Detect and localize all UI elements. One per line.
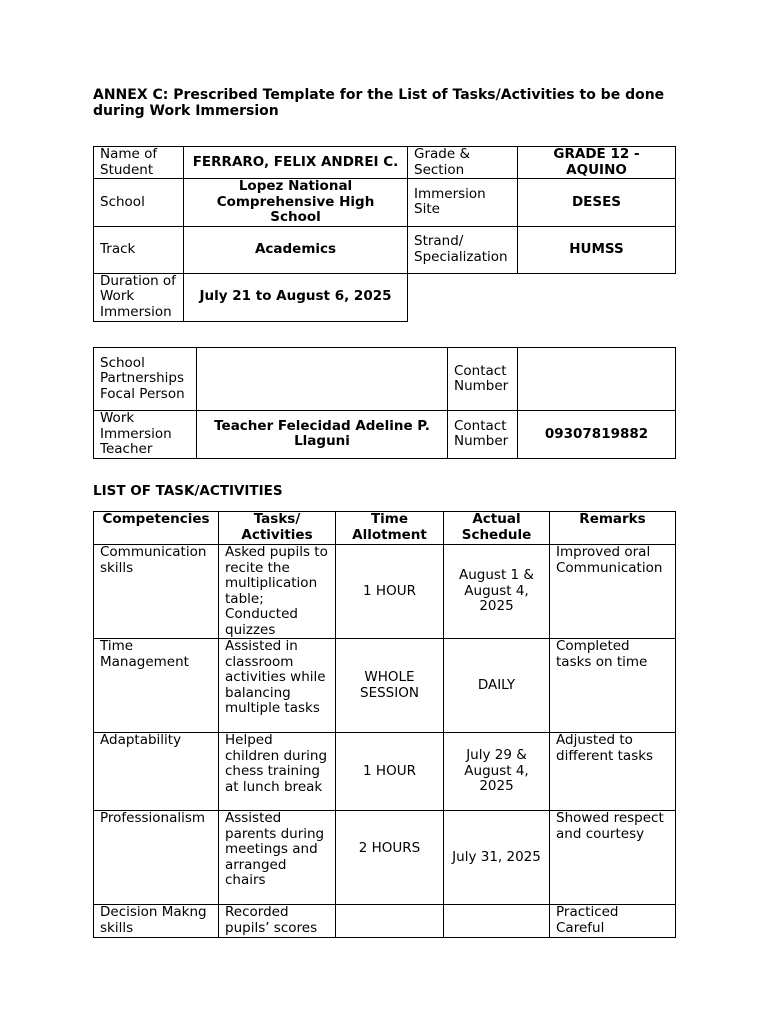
strand-label: Strand/ Specialization [408, 226, 518, 273]
task-cell: Assisted in classroom activities while balancing multiple tasks [219, 639, 336, 733]
competency-cell: Adaptability [94, 733, 219, 811]
competency-cell: Decision Makng skills [94, 905, 219, 938]
time-cell: WHOLE SESSION [336, 639, 444, 733]
site-value: DESES [518, 179, 676, 227]
table-row [94, 811, 676, 905]
remarks-cell: Adjusted to different tasks [550, 733, 676, 811]
track-value: Academics [184, 226, 408, 273]
tasks-heading: LIST OF TASK/ACTIVITIES [93, 483, 283, 499]
header-competencies: Competencies [94, 512, 219, 545]
time-cell: 2 HOURS [336, 811, 444, 905]
school-value: Lopez National Comprehensive High School [184, 179, 408, 227]
contacts-table [93, 347, 676, 459]
grade-value: GRADE 12 - AQUINO [518, 147, 676, 179]
schedule-cell: DAILY [444, 639, 550, 733]
teacher-value: Teacher Felecidad Adeline P. Llaguni [197, 411, 448, 459]
competency-cell: Communication skills [94, 545, 219, 639]
task-cell: Recorded pupils’ scores [219, 905, 336, 938]
track-label: Track [94, 226, 184, 273]
name-label: Name of Student [94, 147, 184, 179]
site-label: Immersion Site [408, 179, 518, 227]
school-label: School [94, 179, 184, 227]
name-value: FERRARO, FELIX ANDREI C. [184, 147, 408, 179]
header-remarks: Remarks [550, 512, 676, 545]
header-actual-schedule: Actual Schedule [444, 512, 550, 545]
duration-label: Duration of Work Immersion [94, 273, 184, 321]
table-row [94, 733, 676, 811]
time-cell: 1 HOUR [336, 545, 444, 639]
remarks-cell: Practiced Careful [550, 905, 676, 938]
table-row [94, 905, 676, 938]
table-row [94, 545, 676, 639]
focal-person-value [197, 348, 448, 411]
empty-cell [408, 273, 676, 321]
header-time-allotment: Time Allotment [336, 512, 444, 545]
duration-value: July 21 to August 6, 2025 [184, 273, 408, 321]
focal-contact-value [518, 348, 676, 411]
focal-contact-label: Contact Number [448, 348, 518, 411]
focal-person-label: School Partnerships Focal Person [94, 348, 197, 411]
tasks-table [93, 511, 676, 938]
remarks-cell: Completed tasks on time [550, 639, 676, 733]
task-cell: Helped children during chess training at lunch break [219, 733, 336, 811]
competency-cell: Professionalism [94, 811, 219, 905]
task-cell: Assisted parents during meetings and arranged chairs [219, 811, 336, 905]
remarks-cell: Improved oral Communication [550, 545, 676, 639]
strand-value: HUMSS [518, 226, 676, 273]
schedule-cell [444, 905, 550, 938]
document-title: ANNEX C: Prescribed Template for the List of Tasks/Activities to be done during Work Immersion [93, 87, 665, 119]
time-cell [336, 905, 444, 938]
schedule-cell: July 29 & August 4, 2025 [444, 733, 550, 811]
table-row [94, 639, 676, 733]
schedule-cell: July 31, 2025 [444, 811, 550, 905]
competency-cell: Time Management [94, 639, 219, 733]
header-tasks: Tasks/ Activities [219, 512, 336, 545]
teacher-contact-value: 09307819882 [518, 411, 676, 459]
student-info-table [93, 146, 676, 322]
teacher-contact-label: Contact Number [448, 411, 518, 459]
remarks-cell: Showed respect and courtesy [550, 811, 676, 905]
schedule-cell: August 1 & August 4, 2025 [444, 545, 550, 639]
time-cell: 1 HOUR [336, 733, 444, 811]
teacher-label: Work Immersion Teacher [94, 411, 197, 459]
task-cell: Asked pupils to recite the multiplication table; Conducted quizzes [219, 545, 336, 639]
grade-label: Grade & Section [408, 147, 518, 179]
